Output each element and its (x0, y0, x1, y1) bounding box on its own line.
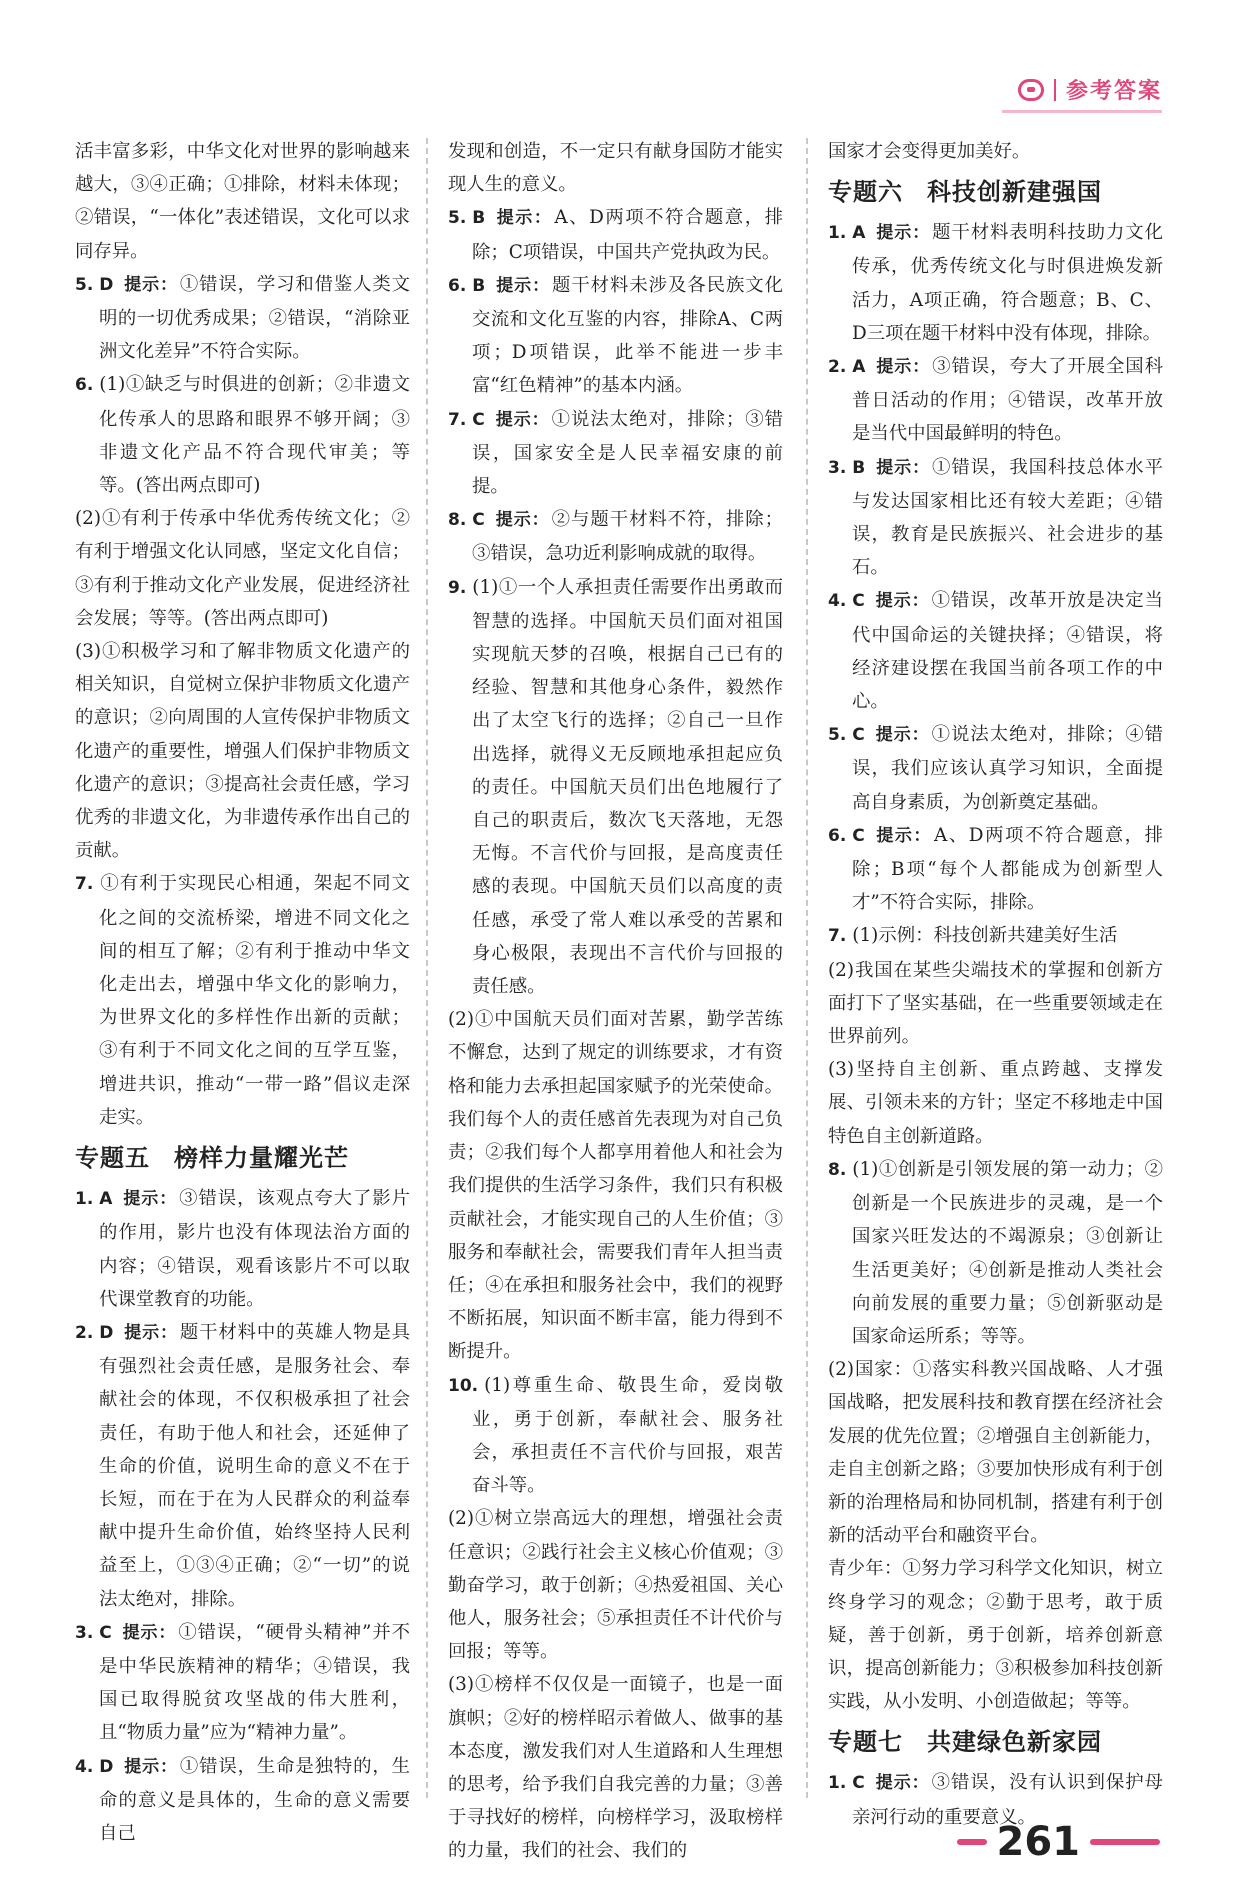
page-number-bar-right (1090, 1839, 1160, 1845)
header-title: 参考答案 (1065, 79, 1162, 104)
column-1 (75, 135, 410, 1850)
answer-item (75, 268, 410, 369)
question-number: 6. (448, 275, 467, 296)
section-title: 共建绿色新家园 (927, 1728, 1102, 1757)
question-number: 7. (448, 409, 467, 430)
answer-choice: C (852, 1773, 865, 1794)
section-title: 榜样力量耀光芒 (174, 1144, 349, 1173)
page-number-text: 261 (996, 1819, 1080, 1865)
answer-paragraph (828, 1053, 1163, 1153)
answer-text: (2)①中国航天员们面对苦累，勤学苦练不懈怠，达到了规定的训练要求，才有资格和能力去承担起国家赋予的光荣使命。我们每个人的责任感首先表现为对自己负责；②我们每个人都享用着他人和社会为我们提供的生活学习条件，我们只有积极贡献社会，才能实现自己的人生价值；③服务和奉献社会，需要我们青年人担当责任；④在承担和服务社会中，我们的视野不断拓展，知识面不断丰富，能力得到不断提升。 (448, 1009, 783, 1363)
answer-text: (3)坚持自主创新、重点跨越、支撑发展、引领未来的方针；坚定不移地走中国特色自主创新道路。 (828, 1059, 1163, 1147)
question-number: 9. (448, 577, 467, 598)
hint-label: 提示： (495, 275, 551, 296)
hint-label: 提示： (875, 357, 931, 378)
answer-text: ③错误，该观点夸大了影片的作用，影片也没有体现法治方面的内容；④错误，观看该影片不可以取代课堂教育的功能。 (99, 1188, 410, 1310)
answer-text: ①错误，改革开放是决定当代中国命运的关键抉择；④错误，将经济建设摆在我国当前各项工作的中心。 (852, 590, 1163, 713)
answer-text: ②与题干材料不符，排除；③错误，急功近利影响成就的取得。 (472, 509, 783, 565)
answer-text: A、D两项不符合题意，排除；C项错误，中国共产党执政为民。 (472, 207, 784, 263)
section-heading (828, 1722, 1163, 1762)
section-label: 专题五 (75, 1144, 150, 1173)
answer-text: 题干材料中的英雄人物是具有强烈社会责任感，是服务社会、奉献社会的体现，不仅积极承担了社会责任，有助于他人和社会，还延伸了生命的价值，说明生命的意义不在于长短，而在于在为人民群众的利益奉献中提升生命价值，始终坚持人民利益至上，①③④正确；②“一切”的说法太绝对，排除。 (99, 1321, 410, 1610)
hint-label: 提示： (123, 1756, 178, 1777)
hint-label: 提示： (121, 1622, 177, 1643)
answer-text: (1)①创新是引领发展的第一动力；②创新是一个民族进步的灵魂，是一个国家兴旺发达的不竭源泉；③创新让生活更美好；④创新是推动人类社会向前发展的重要力量；⑤创新驱动是国家命运所系；等等。 (852, 1158, 1163, 1347)
answer-paragraph (448, 1502, 783, 1668)
answer-text: ①有利于实现民心相通，架起不同文化之间的交流桥梁，增进不同文化之间的相互了解；②有利于推动中华文化走出去，增强中华文化的影响力，为世界文化的多样性作出新的贡献；③有利于不同文化之间的互学互鉴，增进共识，推动“一带一路”倡议走深走实。 (99, 873, 410, 1128)
answer-text: ③错误，夸大了开展全国科普日活动的作用；④错误，改革开放是当代中国最鲜明的特色。 (852, 356, 1163, 445)
answer-item (828, 718, 1163, 819)
question-number: 3. (75, 1622, 94, 1643)
answer-text: 题干材料表明科技助力文化传承，优秀传统文化与时俱进焕发新活力，A项正确，符合题意；B、C、D三项在题干材料中没有体现，排除。 (852, 222, 1163, 344)
answer-text: ①错误，“硬骨头精神”并不是中华民族精神的精华；④错误，我国已取得脱贫攻坚战的伟大胜利，且“物质力量”应为“精神力量”。 (99, 1621, 410, 1744)
answer-item (828, 1153, 1163, 1353)
answer-text: A、D两项不符合题意，排除；B项“每个人都能成为创新型人才”不符合实际，排除。 (852, 824, 1164, 914)
answer-choice: D (99, 1756, 114, 1777)
answer-item (448, 269, 783, 403)
answer-text: (3)①榜样不仅仅是一面镜子，也是一面旗帜；②好的榜样昭示着做人、做事的基本态度，激发我们对人生道路和人生理想的思考，给予我们自我完善的力量；③善于寻找好的榜样，向榜样学习，汲取榜样的力量，我们的社会、我们的 (448, 1674, 783, 1862)
question-number: 4. (75, 1756, 94, 1777)
page-header (1018, 74, 1162, 105)
answer-choice: A (99, 1189, 113, 1210)
answer-item (75, 867, 410, 1134)
answer-choice: A (852, 223, 866, 244)
question-number: 4. (828, 591, 847, 612)
section-label: 专题六 (828, 178, 903, 207)
question-number: 5. (828, 725, 847, 746)
answer-item (75, 1316, 410, 1616)
answer-choice: B (852, 457, 866, 478)
header-separator (1054, 79, 1056, 101)
answer-text: (3)①积极学习和了解非物质文化遗产的相关知识，自觉树立保护非物质文化遗产的意识；②向周围的人宣传保护非物质文化遗产的重要性，增强人们保护非物质文化遗产的意识；③提高社会责任感，学习优秀的非遗文化，为非遗传承作出自己的贡献。 (75, 641, 410, 862)
header-rule (1002, 110, 1162, 113)
answer-text: (1)①一个人承担责任需要作出勇敢而智慧的选择。中国航天员们面对祖国实现航天梦的召唤，根据自己已有的经验、智慧和其他身心条件，毅然作出了太空飞行的选择；②自己一旦作出选择，就得义无反顾地承担起应负的责任。中国航天员们出色地履行了自己的职责后，数次飞天落地，无怨无悔。不言代价与回报，是高度责任感的表现。中国航天员们以高度的责任感，承受了常人难以承受的苦累和身心极限，表现出不言代价与回报的责任感。 (472, 576, 783, 998)
hint-label: 提示： (874, 825, 932, 846)
question-number: 7. (828, 926, 847, 947)
hint-label: 提示： (495, 208, 553, 229)
question-number: 3. (828, 457, 847, 478)
answer-item (828, 919, 1163, 953)
question-number: 1. (75, 1189, 94, 1210)
answer-item (828, 584, 1163, 718)
section-heading (75, 1138, 410, 1178)
hint-label: 提示： (874, 1773, 930, 1794)
answer-choice: C (852, 725, 865, 746)
answer-text: ①错误，我国科技总体水平与发达国家相比还有较大差距；④错误，教育是民族振兴、社会进步的基石。 (852, 456, 1163, 579)
answer-paragraph (828, 135, 1163, 168)
answer-paragraph (75, 135, 410, 268)
hint-label: 提示： (494, 409, 550, 430)
answer-text: (2)国家：①落实科教兴国战略、人才强国战略，把发展科技和教育摆在经济社会发展的优先位置；②增强自主创新能力，走自主创新之路；③要加快形成有利于创新的治理格局和协同机制，搭建有利于创新的活动平台和融资平台。 (828, 1359, 1163, 1547)
section-title: 科技创新建强国 (927, 178, 1102, 207)
answer-text: 青少年：①努力学习科学文化知识，树立终身学习的观念；②勤于思考，敢于质疑，善于创新，勇于创新，培养创新意识，提高创新能力；③积极参加科技创新实践，从小发明、小创造做起；等等。 (828, 1558, 1163, 1713)
answer-item (75, 1616, 410, 1750)
answer-item (448, 503, 783, 570)
answer-item (75, 1750, 410, 1851)
hint-label: 提示： (875, 457, 931, 478)
answer-choice: B (472, 275, 486, 296)
answer-paragraph (828, 1353, 1163, 1552)
question-number: 1. (828, 223, 847, 244)
answer-paragraph (75, 635, 410, 867)
answer-text: ①说法太绝对，排除；③错误，国家安全是人民幸福安康的前提。 (472, 408, 783, 498)
question-number: 1. (828, 1773, 847, 1794)
answer-paragraph (828, 954, 1163, 1054)
answer-choice: B (472, 208, 486, 229)
answer-text: 题干材料未涉及各民族文化交流和文化互鉴的内容，排除A、C两项；D项错误，此举不能进一步丰富“红色精神”的基本内涵。 (472, 274, 783, 397)
answer-item (448, 201, 783, 268)
hint-label: 提示： (874, 725, 930, 746)
answer-text: (1)尊重生命、敬畏生命，爱岗敬业，勇于创新，奉献社会、服务社会，承担责任不言代价与回报，艰苦奋斗等。 (472, 1374, 783, 1497)
hint-label: 提示： (875, 223, 931, 244)
page-number (957, 1819, 1161, 1865)
question-number: 8. (828, 1159, 847, 1180)
answer-choice: C (852, 825, 865, 846)
column-3 (828, 135, 1163, 1834)
answer-choice: C (472, 409, 485, 430)
question-number: 6. (828, 825, 847, 846)
hint-label: 提示： (874, 591, 930, 612)
section-label: 专题七 (828, 1728, 903, 1757)
answer-choice: D (99, 1322, 114, 1343)
answer-paragraph (75, 502, 410, 635)
hint-label: 提示： (122, 1189, 178, 1210)
answer-choice: C (852, 591, 865, 612)
question-number: 7. (75, 874, 94, 895)
hint-label: 提示： (494, 510, 550, 531)
page-number-bar-left (957, 1839, 987, 1845)
answer-paragraph (448, 1668, 783, 1867)
answer-item (828, 350, 1163, 451)
answer-item (448, 403, 783, 504)
answer-choice: A (852, 357, 866, 378)
answer-text: 发现和创造，不一定只有献身国防才能实现人生的意义。 (448, 141, 783, 196)
answer-choice: D (99, 274, 114, 295)
question-number: 5. (448, 208, 467, 229)
answer-item (448, 1369, 783, 1503)
answer-paragraph (448, 1003, 783, 1368)
answer-item (828, 216, 1163, 350)
hint-label: 提示： (123, 1322, 178, 1343)
answer-paragraph (448, 135, 783, 201)
answer-item (828, 451, 1163, 585)
answer-item (75, 368, 410, 502)
answer-text: (1)示例：科技创新共建美好生活 (852, 925, 1118, 947)
answer-text: ①错误，生命是独特的，生命的意义是具体的，生命的意义需要自己 (99, 1755, 410, 1844)
answer-choice: C (472, 510, 485, 531)
answer-item (448, 571, 783, 1004)
question-number: 8. (448, 510, 467, 531)
question-number: 5. (75, 274, 94, 295)
column-divider (426, 138, 428, 1798)
answer-text: ①错误，学习和借鉴人类文明的一切优秀成果；②错误，“消除亚洲文化差异”不符合实际。 (99, 273, 410, 363)
column-divider (806, 138, 808, 1798)
answer-text: 国家才会变得更加美好。 (828, 141, 1031, 162)
section-heading (828, 172, 1163, 212)
answer-text: (2)①有利于传承中华优秀传统文化；②有利于增强文化认同感，坚定文化自信；③有利于推动文化产业发展，促进经济社会发展；等等。(答出两点即可) (75, 508, 410, 629)
answer-item (75, 1182, 410, 1316)
book-logo-icon (1018, 79, 1044, 101)
answer-choice: C (99, 1622, 112, 1643)
question-number: 2. (75, 1322, 94, 1343)
answer-text: (2)我国在某些尖端技术的掌握和创新方面打下了坚实基础，在一些重要领域走在世界前列。 (828, 959, 1163, 1048)
hint-label: 提示： (123, 274, 178, 295)
answer-text: (2)①树立崇高远大的理想，增强社会责任意识；②践行社会主义核心价值观；③勤奋学习，敢于创新；④热爱祖国、关心他人，服务社会；⑤承担责任不计代价与回报；等等。 (448, 1508, 783, 1663)
question-number: 2. (828, 357, 847, 378)
answer-item (828, 819, 1163, 920)
answer-paragraph (828, 1552, 1163, 1718)
question-number: 10. (448, 1375, 479, 1396)
column-2 (448, 135, 783, 1868)
answer-text: (1)①缺乏与时俱进的创新；②非遗文化传承人的思路和眼界不够开阔；③非遗文化产品不符合现代审美；等等。(答出两点即可) (99, 374, 410, 497)
answer-text: 活丰富多彩，中华文化对世界的影响越来越大，③④正确；①排除，材料未体现；②错误，“一体化”表述错误，文化可以求同存异。 (75, 141, 410, 262)
answer-text: ③错误，没有认识到保护母亲河行动的重要意义。 (852, 1772, 1163, 1828)
question-number: 6. (75, 375, 94, 396)
answer-text: ①说法太绝对，排除；④错误，我们应该认真学习知识，全面提高自身素质，为创新奠定基础。 (852, 724, 1163, 813)
